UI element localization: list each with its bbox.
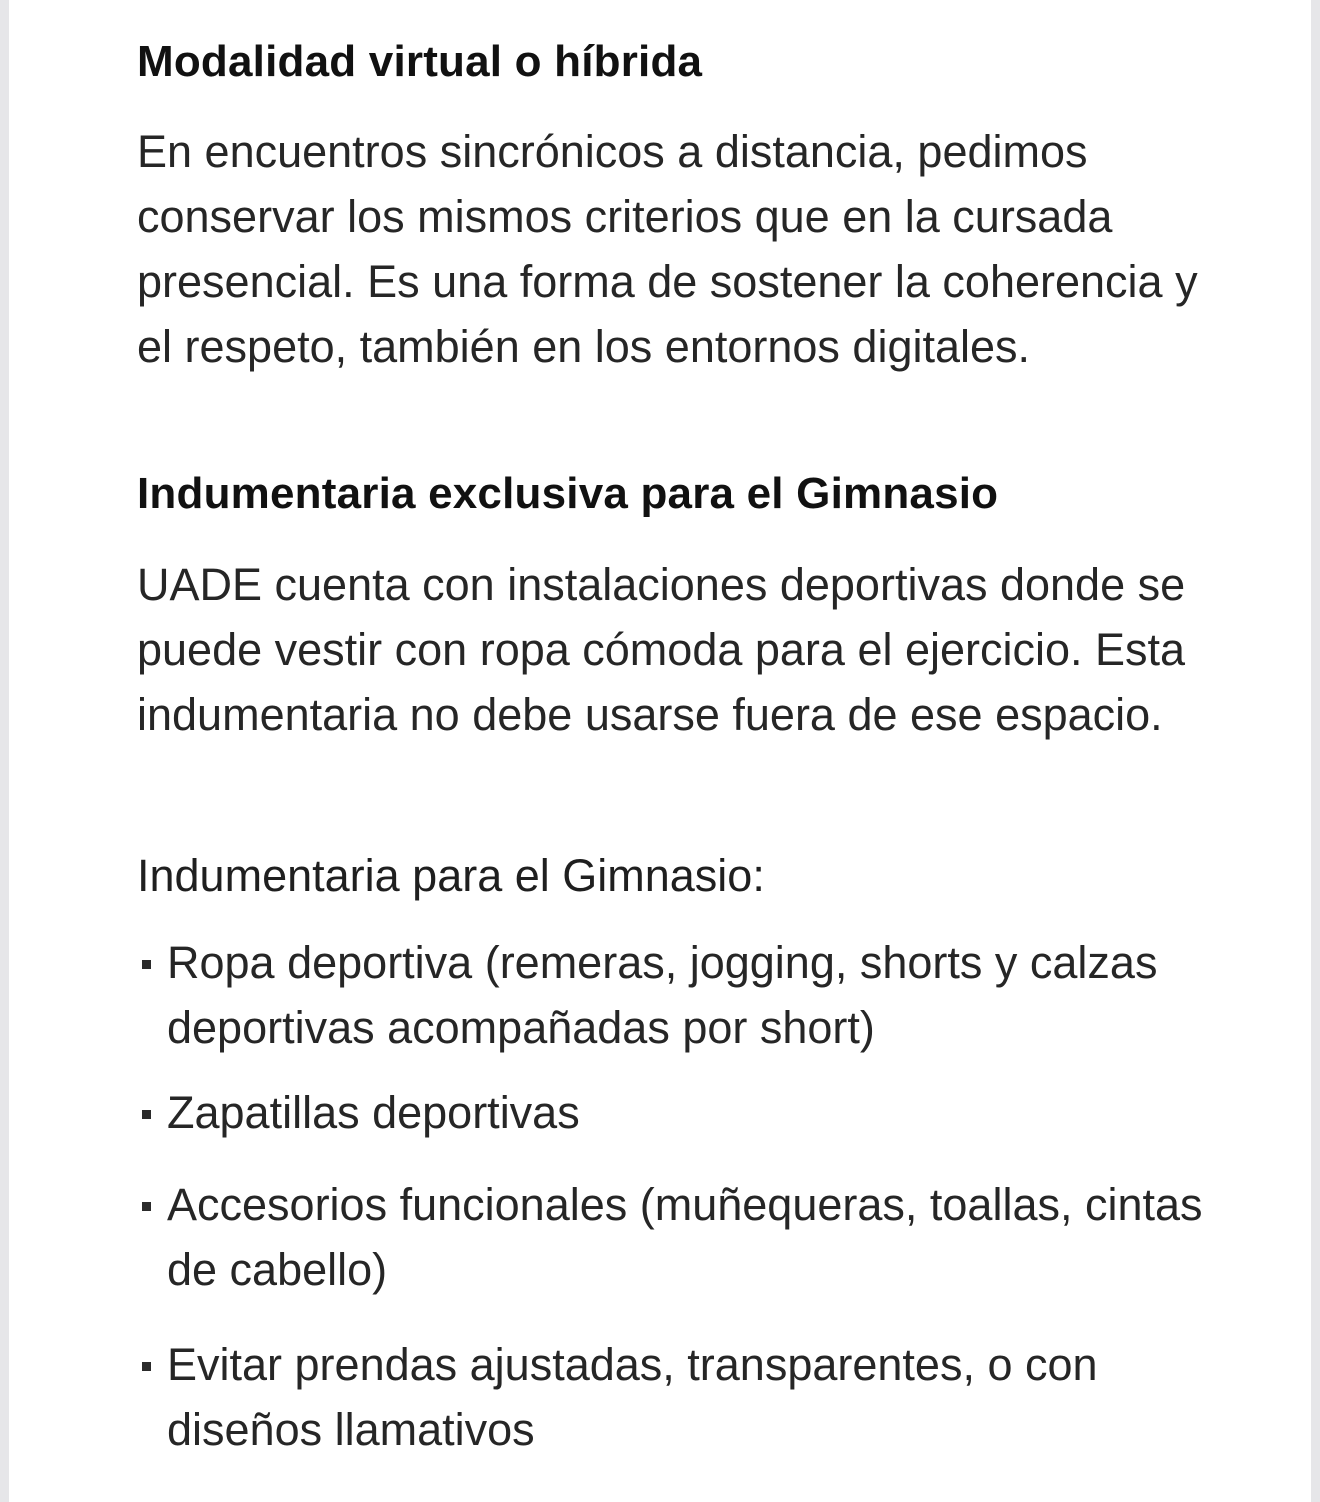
section-title-virtual: Modalidad virtual o híbrida <box>137 37 703 86</box>
bullet-icon <box>142 1202 151 1211</box>
list-item-text: Zapatillas deportivas <box>167 1087 580 1138</box>
list-item-text: Ropa deportiva (remeras, jogging, shorts y calzas deportivas acompañadas por short) <box>167 937 1158 1053</box>
list-item-text: Accesorios funcionales (muñequeras, toallas, cintas de cabello) <box>167 1179 1203 1295</box>
scrollbar-track[interactable] <box>1311 0 1320 1502</box>
document-page <box>9 0 1311 1502</box>
gym-list-heading: Indumentaria para el Gimnasio: <box>137 850 765 901</box>
section-title-gym: Indumentaria exclusiva para el Gimnasio <box>137 469 999 518</box>
bullet-icon <box>142 1110 151 1119</box>
section-body-virtual: En encuentros sincrónicos a distancia, pedimos conservar los mismos criterios que en la cursada presencial. Es una forma de sostener la coherencia y el respeto, también en los entornos digitales. <box>137 126 1198 372</box>
bullet-icon <box>142 960 151 969</box>
list-item-text: Evitar prendas ajustadas, transparentes, o con diseños llamativos <box>167 1339 1098 1455</box>
section-body-gym: UADE cuenta con instalaciones deportivas donde se puede vestir con ropa cómoda para el ejercicio. Esta indumentaria no debe usarse fuera de ese espacio. <box>137 559 1186 740</box>
bullet-icon <box>142 1362 151 1371</box>
